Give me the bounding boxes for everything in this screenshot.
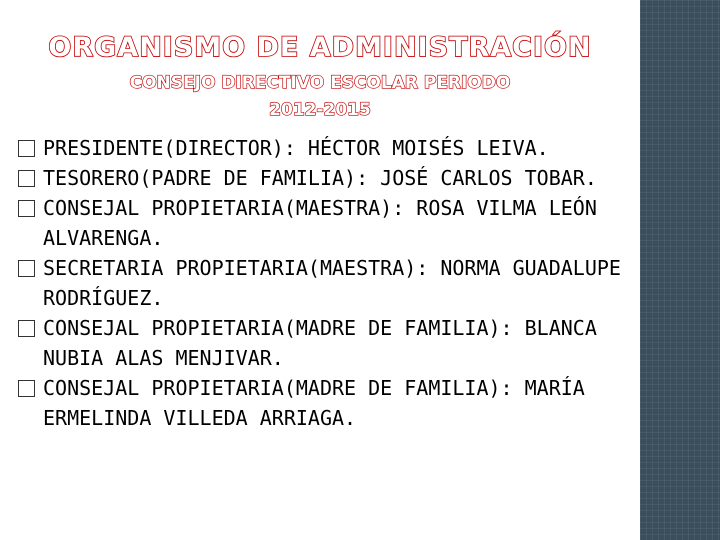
checkbox-bullet-icon bbox=[18, 260, 35, 277]
list-item bbox=[18, 253, 650, 313]
list-item bbox=[18, 373, 650, 433]
list-item bbox=[18, 163, 650, 193]
subtitle-line-2: 2012-2015 bbox=[269, 100, 371, 120]
member-text: PRESIDENTE(DIRECTOR): HÉCTOR MOISÉS LEIVA. bbox=[43, 136, 549, 160]
decorative-side-panel bbox=[640, 0, 720, 540]
checkbox-bullet-icon bbox=[18, 320, 35, 337]
member-list bbox=[18, 133, 650, 433]
list-item bbox=[18, 313, 650, 373]
member-text: CONSEJAL PROPIETARIA(MADRE DE FAMILIA): BLANCA NUBIA ALAS MENJIVAR. bbox=[43, 316, 597, 370]
list-item bbox=[18, 133, 650, 163]
checkbox-bullet-icon bbox=[18, 200, 35, 217]
member-text: CONSEJAL PROPIETARIA(MADRE DE FAMILIA): MARÍA ERMELINDA VILLEDA ARRIAGA. bbox=[43, 376, 585, 430]
member-text: TESORERO(PADRE DE FAMILIA): JOSÉ CARLOS TOBAR. bbox=[43, 166, 597, 190]
checkbox-bullet-icon bbox=[18, 380, 35, 397]
checkbox-bullet-icon bbox=[18, 140, 35, 157]
member-text: CONSEJAL PROPIETARIA(MAESTRA): ROSA VILMA LEÓN ALVARENGA. bbox=[43, 196, 597, 250]
slide-subtitle bbox=[0, 70, 640, 124]
slide-title: ORGANISMO DE ADMINISTRACIÓN bbox=[48, 32, 592, 63]
subtitle-line-1: CONSEJO DIRECTIVO ESCOLAR PERIODO bbox=[129, 73, 511, 93]
checkbox-bullet-icon bbox=[18, 170, 35, 187]
member-text: SECRETARIA PROPIETARIA(MAESTRA): NORMA GUADALUPE RODRÍGUEZ. bbox=[43, 256, 621, 310]
list-item bbox=[18, 193, 650, 253]
